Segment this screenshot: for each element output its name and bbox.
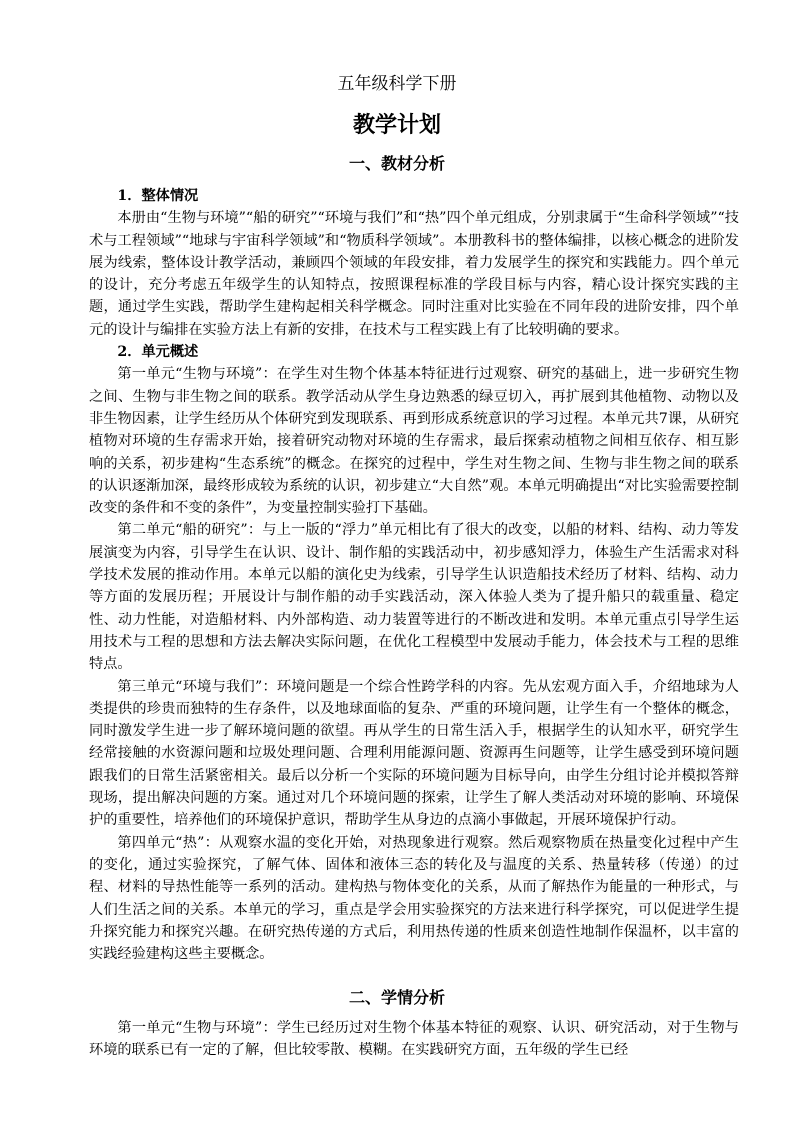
subheading-unit-overview: 2．单元概述: [117, 344, 199, 361]
document-subtitle: 教学计划: [352, 112, 441, 138]
paragraph-unit-4: 第四单元“热”：从观察水温的变化开始，对热现象进行观察。然后观察物质在热量变化过程中产生的变化，通过实验探究，了解气体、固体和液体三态的转化及与温度的关系、热量转移（传递）的过程、材料的导热性能等一系列的活动。建构热与物体变化的关系，从而了解热作为能量的一种形式，与人们生活之间的关系。本单元的学习，重点是学会用实验探究的方法来进行科学探究，可以促进学生提升探究能力和探究兴趣。在研究热传递的方式后，利用热传递的性质来创造性地制作保温杯，以丰富的实践经验建构这些主要概念。: [89, 834, 739, 963]
paragraph-unit-1: 第一单元“生物与环境”：在学生对生物个体基本特征进行过观察、研究的基础上，进一步研究生物之间、生物与非生物之间的联系。教学活动从学生身边熟悉的绿豆切入，再扩展到其他植物、动物以及非生物因素，让学生经历从个体研究到发现联系、再到形成系统意识的学习过程。本单元共7课，从研究植物对环境的生存需求开始，接着研究动物对环境的生存需求，最后探索动植物之间相互依存、相互影响的关系，初步建构“生态系统”的概念。在探究的过程中，学生对生物之间、生物与非生物之间的联系的认识逐渐加深，最终形成较为系统的认识，初步建立“大自然”观。本单元明确提出“对比实验需要控制改变的条件和不变的条件”，为变量控制实验打下基础。: [89, 366, 739, 517]
section-heading-learner-analysis: 二、学情分析: [348, 988, 445, 1007]
paragraph-learner-unit-1: 第一单元“生物与环境”：学生已经历过对生物个体基本特征的观察、认识、研究活动，对于生物与环境的联系已有一定的了解，但比较零散、模糊。在实践研究方面，五年级的学生已经: [89, 1020, 739, 1059]
document-title: 五年级科学下册: [337, 74, 457, 94]
section-body-textbook-analysis: [89, 185, 739, 965]
paragraph-unit-2: 第二单元“船的研究”：与上一版的“浮力”单元相比有了很大的改变，以船的材料、结构、动力等发展演变为内容，引导学生在认识、设计、制作船的实践活动中，初步感知浮力，体验生产生活需求对科学技术发展的推动作用。本单元以船的演化史为线索，引导学生认识造船技术经历了材料、结构、动力等方面的发展历程；开展设计与制作船的动手实践活动，深入体验人类为了提升船只的载重量、稳定性、动力性能，对造船材料、内外部构造、动力装置等进行的不断改进和发明。本单元重点引导学生运用技术与工程的思想和方法去解决实际问题，在优化工程模型中发展动手能力，体会技术与工程的思维特点。: [89, 522, 739, 673]
paragraph-unit-3: 第三单元“环境与我们”：环境问题是一个综合性跨学科的内容。先从宏观方面入手，介绍地球为人类提供的珍贵而独特的生存条件，以及地球面临的复杂、严重的环境问题，让学生有一个整体的概念，同时激发学生进一步了解环境问题的欲望。再从学生的日常生活入手，根据学生的认知水平，研究学生经常接触的水资源问题和垃圾处理问题、合理利用能源问题、资源再生问题等，让学生感受到环境问题跟我们的日常生活紧密相关。最后以分析一个实际的环境问题为目标导向，由学生分组讨论并模拟答辩现场，提出解决问题的方案。通过对几个环境问题的探索，让学生了解人类活动对环境的影响、环境保护的重要性，培养他们的环境保护意识，帮助学生从身边的点滴小事做起，开展环境保护行动。: [89, 678, 739, 829]
section-heading-textbook-analysis: 一、教材分析: [348, 154, 445, 173]
section-body-learner-analysis: [89, 1017, 739, 1065]
subheading-overall: 1．整体情况: [117, 188, 199, 204]
paragraph-overall: 本册由“生物与环境”“船的研究”“环境与我们”和“热”四个单元组成，分别隶属于“生命科学领域”“技术与工程领域”“地球与宇宙科学领域”和“物质科学领域”。本册教科书的整体编排，以核心概念的进阶发展为线索，整体设计教学活动，兼顾四个领域的年段安排，着力发展学生的探究和实践能力。四个单元的设计，充分考虑五年级学生的认知特点，按照课程标准的学段目标与内容，精心设计探究实践的主题，通过学生实践，帮助学生建构起相关科学概念。同时注重对比实验在不同年段的进阶安排，四个单元的设计与编排在实验方法上有新的安排，在技术与工程实践上有了比较明确的要求。: [89, 210, 739, 338]
